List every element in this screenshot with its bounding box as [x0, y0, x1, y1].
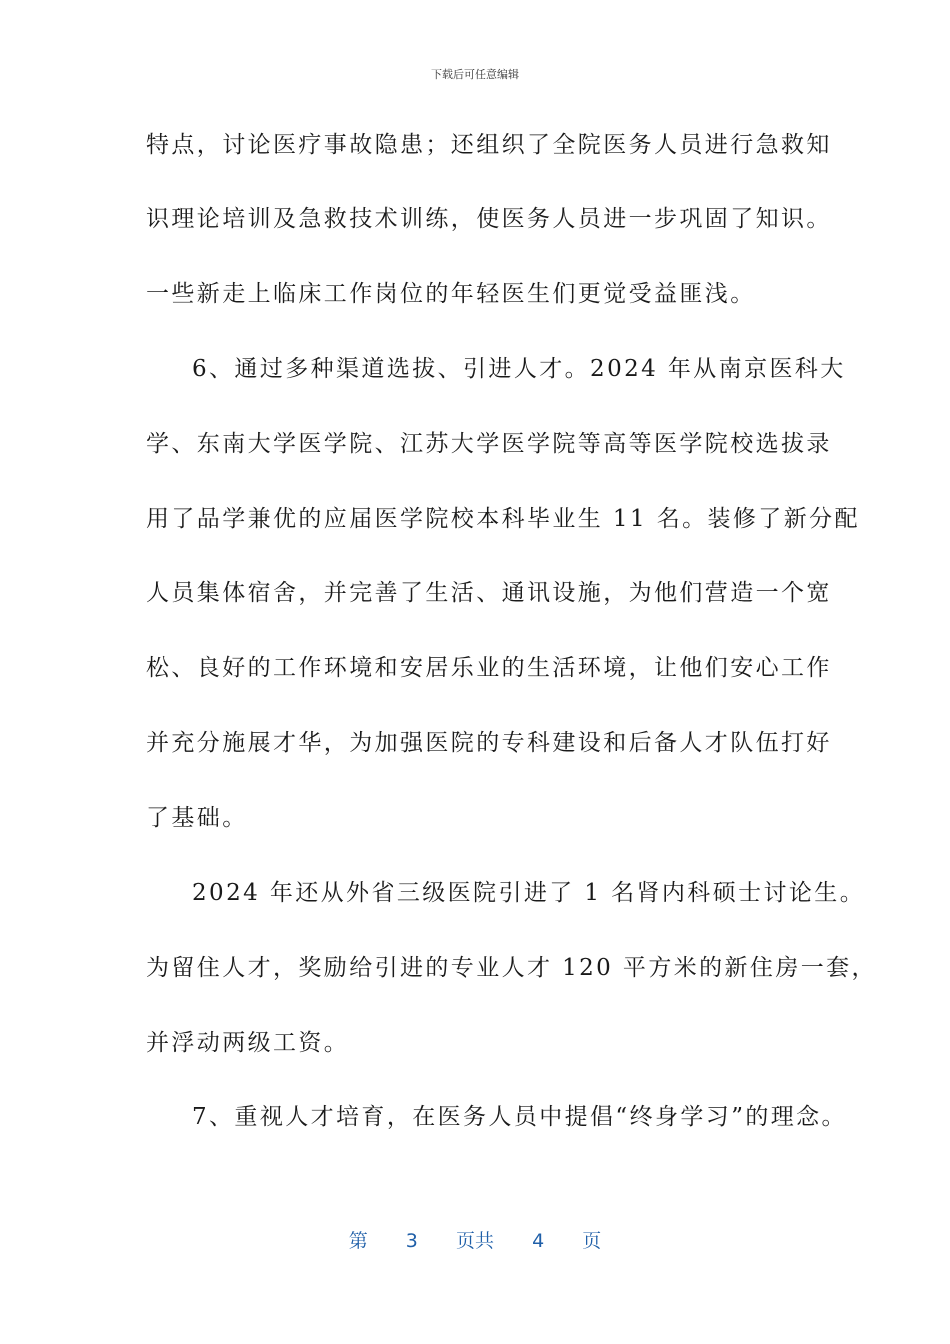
body-line: 一些新走上临床工作岗位的年轻医生们更觉受益匪浅。 — [146, 281, 756, 307]
total-pages-number: 4 — [532, 1230, 545, 1252]
body-line: 人员集体宿舍，并完善了生活、通讯设施，为他们营造一个宽 — [146, 580, 832, 606]
body-line: 学、东南大学医学院、江苏大学医学院等高等医学院校选拔录 — [146, 431, 832, 457]
body-line: 并充分施展才华，为加强医院的专科建设和后备人才队伍打好 — [146, 730, 832, 756]
body-line: 特点，讨论医疗事故隐患；还组织了全院医务人员进行急救知 — [146, 132, 832, 158]
body-line: 松、良好的工作环境和安居乐业的生活环境，让他们安心工作 — [146, 655, 832, 681]
page-label-middle: 页共 — [455, 1230, 494, 1252]
body-line: 了基础。 — [146, 805, 248, 831]
page-label-suffix: 页 — [582, 1230, 602, 1252]
current-page-number: 3 — [405, 1230, 418, 1252]
paragraph-start-line: 7、重视人才培育，在医务人员中提倡“终身学习”的理念。 — [192, 1104, 847, 1130]
paragraph-start-line: 2024 年还从外省三级医院引进了 1 名肾内科硕士讨论生。 — [192, 880, 866, 906]
body-line: 识理论培训及急救技术训练，使医务人员进一步巩固了知识。 — [146, 206, 832, 232]
body-line: 为留住人才，奖励给引进的专业人才 120 平方米的新住房一套， — [146, 955, 877, 981]
body-line: 并浮动两级工资。 — [146, 1030, 350, 1056]
paragraph-start-line: 6、通过多种渠道选拔、引进人才。2024 年从南京医科大 — [192, 356, 846, 382]
page-header: 下载后可任意编辑 — [431, 68, 519, 81]
page-footer — [0, 1226, 950, 1253]
page-label-prefix: 第 — [348, 1230, 368, 1252]
body-line: 用了品学兼优的应届医学院校本科毕业生 11 名。装修了新分配 — [146, 506, 860, 532]
